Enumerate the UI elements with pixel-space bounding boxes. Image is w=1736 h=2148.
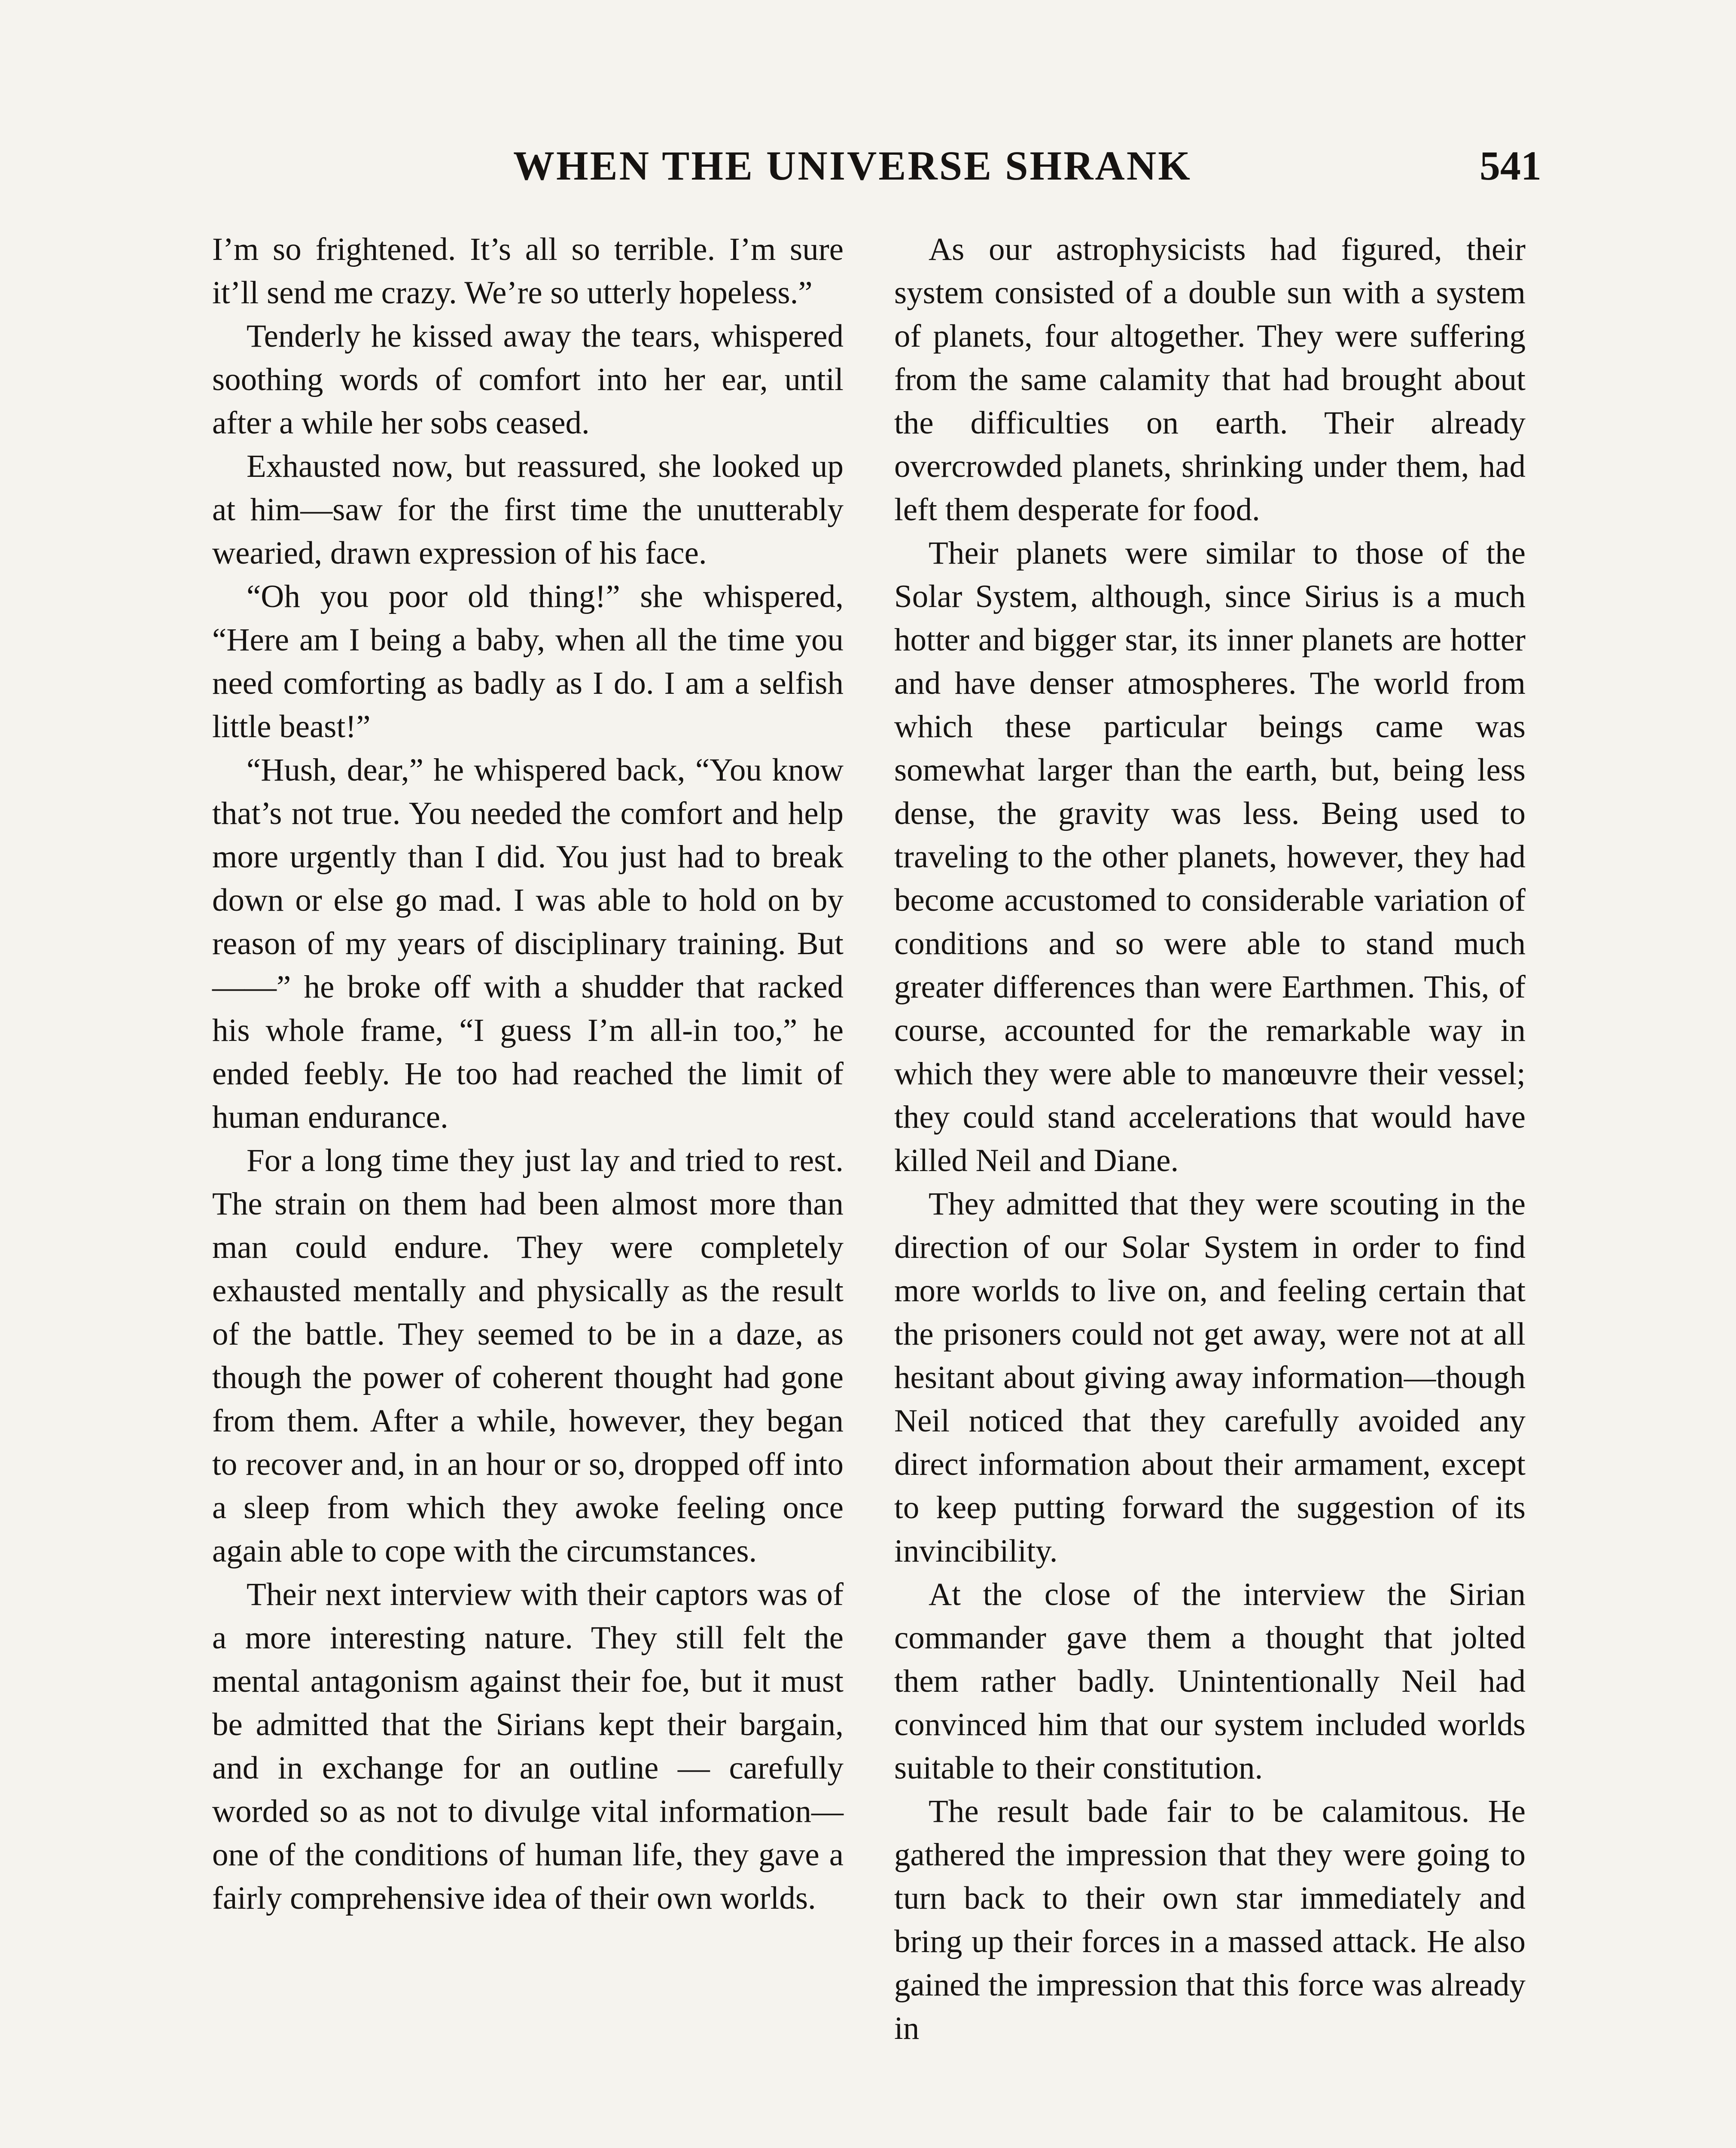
page-header — [0, 142, 1736, 202]
paragraph: As our astrophysicists had figured, their system consisted of a double sun with a system of planets, four altogether. They were suffering from the same calamity that had brought about the difficulties on earth. Their already overcrowded planets, shrinking under them, had left them desperate for food. — [894, 232, 1526, 528]
paragraph: “Oh you poor old thing!” she whispered, “Here am I being a baby, when all the time you need comforting as badly as I do. I am a selfish little beast!” — [212, 579, 844, 744]
right-column — [894, 228, 1526, 2050]
paragraph: Exhausted now, but reassured, she looked up at him—saw for the first time the unutterably wearied, drawn expression of his face. — [212, 449, 844, 571]
paragraph: Their planets were similar to those of the Solar System, although, since Sirius is a much hotter and bigger star, its inner planets are hotter and have denser atmospheres. The world from which these particular beings came was somewhat larger than the earth, but, being less dense, the gravity was less. Being used to traveling to the other planets, however, they had become accustomed to considerable variation of conditions and so were able to stand much greater differences than were Earthmen. This, of course, accounted for the remarkable way in which they were able to manœuvre their vessel; they could stand accelerations that would have killed Neil and Diane. — [894, 535, 1526, 1178]
paragraph: Their next interview with their captors was of a more interesting nature. They still felt the mental antagonism against their foe, but it must be admitted that the Sirians kept their bargain, and in exchange for an outline — carefully worded so as not to divulge vital information—one of the conditions of human life, they gave a fairly comprehensive idea of their own worlds. — [212, 1577, 844, 1916]
paragraph: For a long time they just lay and tried to rest. The strain on them had been almost more than man could endure. They were completely exhausted mentally and physically as the result of the battle. They seemed to be in a daze, as though the power of coherent thought had gone from them. After a while, however, they began to recover and, in an hour or so, dropped off into a sleep from which they awoke feeling once again able to cope with the circumstances. — [212, 1143, 844, 1569]
paragraph: The result bade fair to be calamitous. He gathered the impression that they were going to turn back to their own star immediately and bring up their forces in a massed attack. He also gained the impression that this force was already in — [894, 1794, 1526, 2046]
paragraph: At the close of the interview the Sirian commander gave them a thought that jolted them rather badly. Unintentionally Neil had convinced him that our system included worlds suitable to their constitution. — [894, 1577, 1526, 1786]
left-column — [212, 228, 844, 1920]
paragraph: “Hush, dear,” he whispered back, “You know that’s not true. You needed the comfort and help more urgently than I did. You just had to break down or else go mad. I was able to hold on by reason of my years of disciplinary training. But——” he broke off with a shudder that racked his whole frame, “I guess I’m all-in too,” he ended feebly. He too had reached the limit of human endurance. — [212, 752, 844, 1135]
paragraph: Tenderly he kissed away the tears, whispered soothing words of comfort into her ear, until after a while her sobs ceased. — [212, 318, 844, 441]
paragraph: They admitted that they were scouting in the direction of our Solar System in order to find more worlds to live on, and feeling certain that the prisoners could not get away, were not at all hesitant about giving away information—though Neil noticed that they carefully avoided any direct information about their armament, except to keep putting forward the suggestion of its invincibility. — [894, 1186, 1526, 1569]
page-number: 541 — [1480, 143, 1541, 189]
paragraph: I’m so frightened. It’s all so terrible. I’m sure it’ll send me crazy. We’re so utterly hopeless.” — [212, 232, 844, 311]
running-title: WHEN THE UNIVERSE SHRANK — [513, 143, 1192, 189]
